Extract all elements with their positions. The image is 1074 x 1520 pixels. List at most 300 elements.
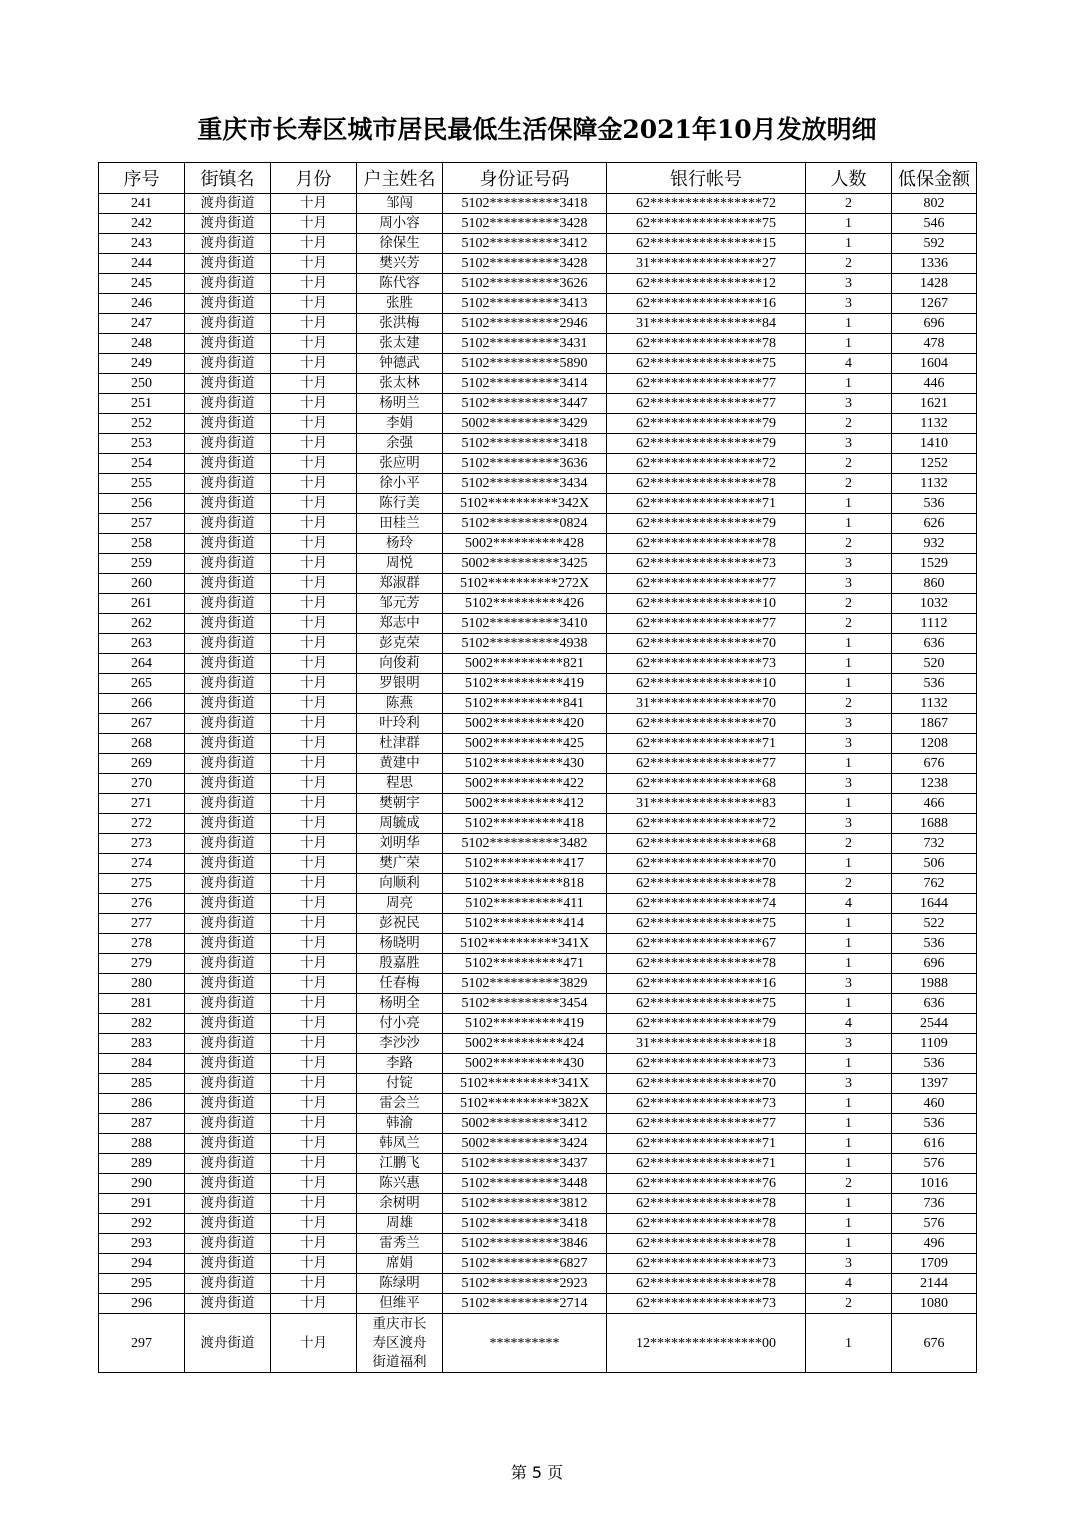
cell-amount: 1238 <box>892 774 977 794</box>
cell-month: 十月 <box>271 254 357 274</box>
cell-seq: 241 <box>99 194 185 214</box>
cell-month: 十月 <box>271 814 357 834</box>
cell-person-count: 4 <box>806 354 892 374</box>
table-body <box>99 194 977 1373</box>
cell-amount: 1709 <box>892 1254 977 1274</box>
cell-town: 渡舟街道 <box>185 894 271 914</box>
cell-bank-account: 62****************71 <box>607 1154 806 1174</box>
cell-town: 渡舟街道 <box>185 994 271 1014</box>
cell-amount: 576 <box>892 1214 977 1234</box>
cell-person-count: 3 <box>806 814 892 834</box>
cell-id-number: 5102**********3418 <box>443 194 607 214</box>
cell-amount: 1032 <box>892 594 977 614</box>
cell-town: 渡舟街道 <box>185 534 271 554</box>
cell-person-count: 3 <box>806 974 892 994</box>
cell-id-number: 5102**********419 <box>443 674 607 694</box>
table-row <box>99 334 977 354</box>
cell-seq: 254 <box>99 454 185 474</box>
table-row <box>99 674 977 694</box>
cell-amount: 1132 <box>892 474 977 494</box>
cell-id-number: 5102**********3437 <box>443 1154 607 1174</box>
cell-id-number: 5102**********3413 <box>443 294 607 314</box>
cell-bank-account: 62****************70 <box>607 634 806 654</box>
cell-bank-account: 62****************78 <box>607 534 806 554</box>
cell-name-line: 重庆市长 <box>372 1315 427 1332</box>
cell-name: 陈兴惠 <box>357 1174 443 1194</box>
cell-bank-account: 62****************75 <box>607 354 806 374</box>
cell-amount: 466 <box>892 794 977 814</box>
cell-month: 十月 <box>271 634 357 654</box>
cell-town: 渡舟街道 <box>185 414 271 434</box>
cell-person-count: 3 <box>806 574 892 594</box>
cell-person-count: 1 <box>806 994 892 1014</box>
cell-amount: 460 <box>892 1094 977 1114</box>
cell-month: 十月 <box>271 234 357 254</box>
cell-seq: 294 <box>99 1254 185 1274</box>
table-row <box>99 314 977 334</box>
cell-seq: 246 <box>99 294 185 314</box>
cell-name: 张太林 <box>357 374 443 394</box>
cell-bank-account: 31****************83 <box>607 794 806 814</box>
cell-name: 余强 <box>357 434 443 454</box>
cell-id-number: 5102**********417 <box>443 854 607 874</box>
cell-seq: 264 <box>99 654 185 674</box>
cell-month: 十月 <box>271 1194 357 1214</box>
cell-person-count: 1 <box>806 1154 892 1174</box>
cell-seq: 268 <box>99 734 185 754</box>
cell-month: 十月 <box>271 594 357 614</box>
cell-amount: 2144 <box>892 1274 977 1294</box>
cell-month: 十月 <box>271 1034 357 1054</box>
table-row <box>99 1014 977 1034</box>
table-row <box>99 494 977 514</box>
cell-id-number: 5102**********3636 <box>443 454 607 474</box>
cell-name: 田桂兰 <box>357 514 443 534</box>
cell-seq: 249 <box>99 354 185 374</box>
cell-bank-account: 62****************78 <box>607 334 806 354</box>
cell-bank-account: 62****************77 <box>607 394 806 414</box>
cell-person-count: 1 <box>806 374 892 394</box>
cell-bank-account: 62****************70 <box>607 714 806 734</box>
cell-town: 渡舟街道 <box>185 1014 271 1034</box>
cell-person-count: 3 <box>806 714 892 734</box>
cell-person-count: 1 <box>806 854 892 874</box>
cell-bank-account: 62****************10 <box>607 674 806 694</box>
cell-town: 渡舟街道 <box>185 1214 271 1234</box>
table-row <box>99 954 977 974</box>
table-row <box>99 514 977 534</box>
cell-town: 渡舟街道 <box>185 614 271 634</box>
cell-person-count: 1 <box>806 1134 892 1154</box>
cell-bank-account: 62****************12 <box>607 274 806 294</box>
cell-amount: 1336 <box>892 254 977 274</box>
table-row <box>99 1274 977 1294</box>
cell-bank-account: 62****************77 <box>607 574 806 594</box>
cell-amount: 860 <box>892 574 977 594</box>
cell-seq: 273 <box>99 834 185 854</box>
cell-name: 但维平 <box>357 1294 443 1314</box>
cell-month: 十月 <box>271 354 357 374</box>
cell-id-number: 5102**********411 <box>443 894 607 914</box>
cell-amount: 1080 <box>892 1294 977 1314</box>
cell-amount: 1988 <box>892 974 977 994</box>
cell-seq: 270 <box>99 774 185 794</box>
cell-seq: 245 <box>99 274 185 294</box>
cell-id-number: 5102**********2923 <box>443 1274 607 1294</box>
table-row <box>99 574 977 594</box>
cell-id-number: 5102**********5890 <box>443 354 607 374</box>
cell-person-count: 2 <box>806 1294 892 1314</box>
cell-bank-account: 62****************67 <box>607 934 806 954</box>
cell-person-count: 4 <box>806 1274 892 1294</box>
cell-town: 渡舟街道 <box>185 814 271 834</box>
cell-town: 渡舟街道 <box>185 1054 271 1074</box>
cell-month: 十月 <box>271 1074 357 1094</box>
cell-id-number: 5102**********414 <box>443 914 607 934</box>
cell-id-number: 5102**********341X <box>443 1074 607 1094</box>
table-row <box>99 1054 977 1074</box>
cell-seq: 284 <box>99 1054 185 1074</box>
cell-town: 渡舟街道 <box>185 334 271 354</box>
cell-person-count: 2 <box>806 614 892 634</box>
cell-id-number: 5002**********428 <box>443 534 607 554</box>
cell-bank-account: 62****************16 <box>607 294 806 314</box>
cell-seq: 289 <box>99 1154 185 1174</box>
cell-amount: 1529 <box>892 554 977 574</box>
cell-month: 十月 <box>271 1314 357 1373</box>
cell-id-number: 5102**********2714 <box>443 1294 607 1314</box>
table-row <box>99 474 977 494</box>
cell-month: 十月 <box>271 1174 357 1194</box>
cell-town: 渡舟街道 <box>185 1034 271 1054</box>
table-header-row <box>99 163 977 194</box>
cell-name: 李沙沙 <box>357 1034 443 1054</box>
cell-person-count: 2 <box>806 414 892 434</box>
cell-name: 任春梅 <box>357 974 443 994</box>
cell-id-number: 5002**********412 <box>443 794 607 814</box>
cell-month: 十月 <box>271 654 357 674</box>
cell-person-count: 3 <box>806 774 892 794</box>
cell-seq: 296 <box>99 1294 185 1314</box>
cell-name: 向顺利 <box>357 874 443 894</box>
cell-seq: 260 <box>99 574 185 594</box>
cell-id-number: 5102**********419 <box>443 1014 607 1034</box>
cell-id-number: 5102**********3418 <box>443 434 607 454</box>
cell-bank-account: 62****************71 <box>607 494 806 514</box>
cell-id-number: 5102**********6827 <box>443 1254 607 1274</box>
table-row <box>99 1314 977 1373</box>
cell-person-count: 1 <box>806 1314 892 1373</box>
cell-name: 席娟 <box>357 1254 443 1274</box>
cell-town: 渡舟街道 <box>185 1074 271 1094</box>
cell-bank-account: 62****************72 <box>607 814 806 834</box>
cell-person-count: 3 <box>806 394 892 414</box>
cell-id-number: 5102**********3412 <box>443 234 607 254</box>
cell-name: 雷会兰 <box>357 1094 443 1114</box>
cell-bank-account: 62****************71 <box>607 734 806 754</box>
cell-amount: 932 <box>892 534 977 554</box>
table-row <box>99 754 977 774</box>
table-row <box>99 934 977 954</box>
cell-name: 向俊莉 <box>357 654 443 674</box>
cell-person-count: 1 <box>806 914 892 934</box>
cell-amount: 636 <box>892 994 977 1014</box>
cell-name: 付锭 <box>357 1074 443 1094</box>
cell-seq: 275 <box>99 874 185 894</box>
cell-month: 十月 <box>271 434 357 454</box>
cell-amount: 536 <box>892 494 977 514</box>
table-row <box>99 994 977 1014</box>
cell-bank-account: 62****************78 <box>607 1274 806 1294</box>
cell-town: 渡舟街道 <box>185 354 271 374</box>
cell-name: 周亮 <box>357 894 443 914</box>
cell-amount: 522 <box>892 914 977 934</box>
cell-id-number: 5102**********341X <box>443 934 607 954</box>
table-row <box>99 414 977 434</box>
table-row <box>99 1074 977 1094</box>
table-row <box>99 434 977 454</box>
cell-town: 渡舟街道 <box>185 774 271 794</box>
header-town: 街镇名 <box>185 163 271 194</box>
cell-bank-account: 62****************73 <box>607 1094 806 1114</box>
cell-name: 钟德武 <box>357 354 443 374</box>
page-title: 重庆市长寿区城市居民最低生活保障金2021年10月发放明细 <box>197 115 877 144</box>
cell-bank-account: 31****************84 <box>607 314 806 334</box>
cell-town: 渡舟街道 <box>185 254 271 274</box>
table-row <box>99 374 977 394</box>
cell-person-count: 3 <box>806 1034 892 1054</box>
cell-id-number: ********** <box>443 1314 607 1373</box>
cell-amount: 1016 <box>892 1174 977 1194</box>
payment-table <box>98 162 977 1373</box>
cell-amount: 506 <box>892 854 977 874</box>
cell-name: 余树明 <box>357 1194 443 1214</box>
cell-bank-account: 62****************71 <box>607 1134 806 1154</box>
cell-name: 李路 <box>357 1054 443 1074</box>
cell-amount: 446 <box>892 374 977 394</box>
table-row <box>99 1254 977 1274</box>
cell-town: 渡舟街道 <box>185 914 271 934</box>
cell-town: 渡舟街道 <box>185 954 271 974</box>
cell-name: 邹闯 <box>357 194 443 214</box>
cell-name: 黄建中 <box>357 754 443 774</box>
cell-name-line: 街道福利 <box>372 1353 427 1370</box>
cell-bank-account: 62****************75 <box>607 994 806 1014</box>
cell-month: 十月 <box>271 454 357 474</box>
cell-seq: 286 <box>99 1094 185 1114</box>
cell-name: 徐小平 <box>357 474 443 494</box>
cell-person-count: 4 <box>806 894 892 914</box>
cell-id-number: 5102**********272X <box>443 574 607 594</box>
cell-amount: 762 <box>892 874 977 894</box>
cell-person-count: 3 <box>806 434 892 454</box>
table-row <box>99 534 977 554</box>
cell-town: 渡舟街道 <box>185 934 271 954</box>
cell-month: 十月 <box>271 974 357 994</box>
cell-town: 渡舟街道 <box>185 734 271 754</box>
cell-name: 韩凤兰 <box>357 1134 443 1154</box>
cell-name: 殷嘉胜 <box>357 954 443 974</box>
cell-person-count: 2 <box>806 474 892 494</box>
cell-id-number: 5002**********3425 <box>443 554 607 574</box>
cell-month: 十月 <box>271 1254 357 1274</box>
cell-town: 渡舟街道 <box>185 514 271 534</box>
cell-id-number: 5102**********3428 <box>443 254 607 274</box>
cell-name: 张应明 <box>357 454 443 474</box>
cell-seq: 261 <box>99 594 185 614</box>
cell-town: 渡舟街道 <box>185 694 271 714</box>
cell-person-count: 1 <box>806 494 892 514</box>
cell-seq: 272 <box>99 814 185 834</box>
table-row <box>99 894 977 914</box>
cell-town: 渡舟街道 <box>185 214 271 234</box>
cell-amount: 1132 <box>892 694 977 714</box>
cell-person-count: 3 <box>806 1254 892 1274</box>
cell-person-count: 1 <box>806 314 892 334</box>
cell-name: 陈绿明 <box>357 1274 443 1294</box>
cell-name: 罗银明 <box>357 674 443 694</box>
cell-seq: 259 <box>99 554 185 574</box>
cell-bank-account: 62****************68 <box>607 774 806 794</box>
cell-id-number: 5102**********342X <box>443 494 607 514</box>
cell-amount: 676 <box>892 754 977 774</box>
cell-id-number: 5102**********4938 <box>443 634 607 654</box>
cell-bank-account: 62****************77 <box>607 374 806 394</box>
cell-bank-account: 62****************77 <box>607 614 806 634</box>
table-row <box>99 194 977 214</box>
cell-seq: 262 <box>99 614 185 634</box>
table-row <box>99 294 977 314</box>
cell-id-number: 5102**********841 <box>443 694 607 714</box>
cell-month: 十月 <box>271 414 357 434</box>
cell-month: 十月 <box>271 694 357 714</box>
cell-bank-account: 62****************79 <box>607 434 806 454</box>
cell-amount: 576 <box>892 1154 977 1174</box>
table-row <box>99 594 977 614</box>
cell-town: 渡舟街道 <box>185 1234 271 1254</box>
table-row <box>99 774 977 794</box>
cell-month: 十月 <box>271 994 357 1014</box>
table-row <box>99 874 977 894</box>
cell-month: 十月 <box>271 294 357 314</box>
cell-month: 十月 <box>271 834 357 854</box>
cell-seq: 293 <box>99 1234 185 1254</box>
cell-amount: 1267 <box>892 294 977 314</box>
table-row <box>99 834 977 854</box>
table-row <box>99 854 977 874</box>
cell-person-count: 3 <box>806 554 892 574</box>
cell-id-number: 5102**********3812 <box>443 1194 607 1214</box>
cell-name: 江鹏飞 <box>357 1154 443 1174</box>
cell-town: 渡舟街道 <box>185 674 271 694</box>
cell-bank-account: 62****************75 <box>607 214 806 234</box>
cell-id-number: 5102**********3434 <box>443 474 607 494</box>
cell-amount: 1112 <box>892 614 977 634</box>
cell-bank-account: 62****************78 <box>607 474 806 494</box>
cell-month: 十月 <box>271 1154 357 1174</box>
cell-bank-account: 62****************79 <box>607 1014 806 1034</box>
header-id-number: 身份证号码 <box>443 163 607 194</box>
cell-amount: 520 <box>892 654 977 674</box>
cell-seq: 278 <box>99 934 185 954</box>
cell-seq: 274 <box>99 854 185 874</box>
cell-id-number: 5002**********424 <box>443 1034 607 1054</box>
cell-person-count: 3 <box>806 274 892 294</box>
cell-town: 渡舟街道 <box>185 314 271 334</box>
cell-person-count: 1 <box>806 1094 892 1114</box>
cell-id-number: 5102**********3448 <box>443 1174 607 1194</box>
cell-bank-account: 62****************73 <box>607 654 806 674</box>
cell-month: 十月 <box>271 1134 357 1154</box>
cell-amount: 696 <box>892 954 977 974</box>
cell-person-count: 1 <box>806 1214 892 1234</box>
cell-town: 渡舟街道 <box>185 1274 271 1294</box>
cell-seq: 251 <box>99 394 185 414</box>
cell-person-count: 1 <box>806 234 892 254</box>
cell-amount: 1410 <box>892 434 977 454</box>
cell-bank-account: 31****************70 <box>607 694 806 714</box>
cell-id-number: 5102**********3482 <box>443 834 607 854</box>
cell-town: 渡舟街道 <box>185 474 271 494</box>
cell-bank-account: 31****************27 <box>607 254 806 274</box>
cell-person-count: 1 <box>806 334 892 354</box>
cell-bank-account: 62****************78 <box>607 1234 806 1254</box>
cell-person-count: 1 <box>806 634 892 654</box>
cell-amount: 1644 <box>892 894 977 914</box>
cell-bank-account: 31****************18 <box>607 1034 806 1054</box>
cell-person-count: 3 <box>806 1074 892 1094</box>
cell-seq: 257 <box>99 514 185 534</box>
cell-id-number: 5102**********3418 <box>443 1214 607 1234</box>
cell-amount: 1252 <box>892 454 977 474</box>
table-row <box>99 1194 977 1214</box>
cell-seq: 243 <box>99 234 185 254</box>
cell-town: 渡舟街道 <box>185 714 271 734</box>
cell-id-number: 5102**********3414 <box>443 374 607 394</box>
cell-amount: 736 <box>892 1194 977 1214</box>
cell-month: 十月 <box>271 934 357 954</box>
cell-town: 渡舟街道 <box>185 1134 271 1154</box>
cell-name: 杨玲 <box>357 534 443 554</box>
cell-town: 渡舟街道 <box>185 634 271 654</box>
cell-month: 十月 <box>271 534 357 554</box>
cell-amount: 636 <box>892 634 977 654</box>
cell-month: 十月 <box>271 1214 357 1234</box>
cell-amount: 536 <box>892 934 977 954</box>
cell-person-count: 2 <box>806 194 892 214</box>
table-row <box>99 1114 977 1134</box>
cell-seq: 269 <box>99 754 185 774</box>
cell-seq: 263 <box>99 634 185 654</box>
cell-id-number: 5102**********3428 <box>443 214 607 234</box>
cell-person-count: 2 <box>806 254 892 274</box>
table-row <box>99 914 977 934</box>
cell-month: 十月 <box>271 1014 357 1034</box>
cell-bank-account: 62****************70 <box>607 1074 806 1094</box>
cell-amount: 1867 <box>892 714 977 734</box>
cell-month: 十月 <box>271 274 357 294</box>
table-row <box>99 554 977 574</box>
cell-id-number: 5102**********3447 <box>443 394 607 414</box>
cell-name: 杨明全 <box>357 994 443 1014</box>
cell-town: 渡舟街道 <box>185 794 271 814</box>
cell-month: 十月 <box>271 874 357 894</box>
cell-bank-account: 62****************79 <box>607 414 806 434</box>
cell-month: 十月 <box>271 194 357 214</box>
table-row <box>99 1134 977 1154</box>
cell-person-count: 3 <box>806 734 892 754</box>
cell-bank-account: 62****************68 <box>607 834 806 854</box>
